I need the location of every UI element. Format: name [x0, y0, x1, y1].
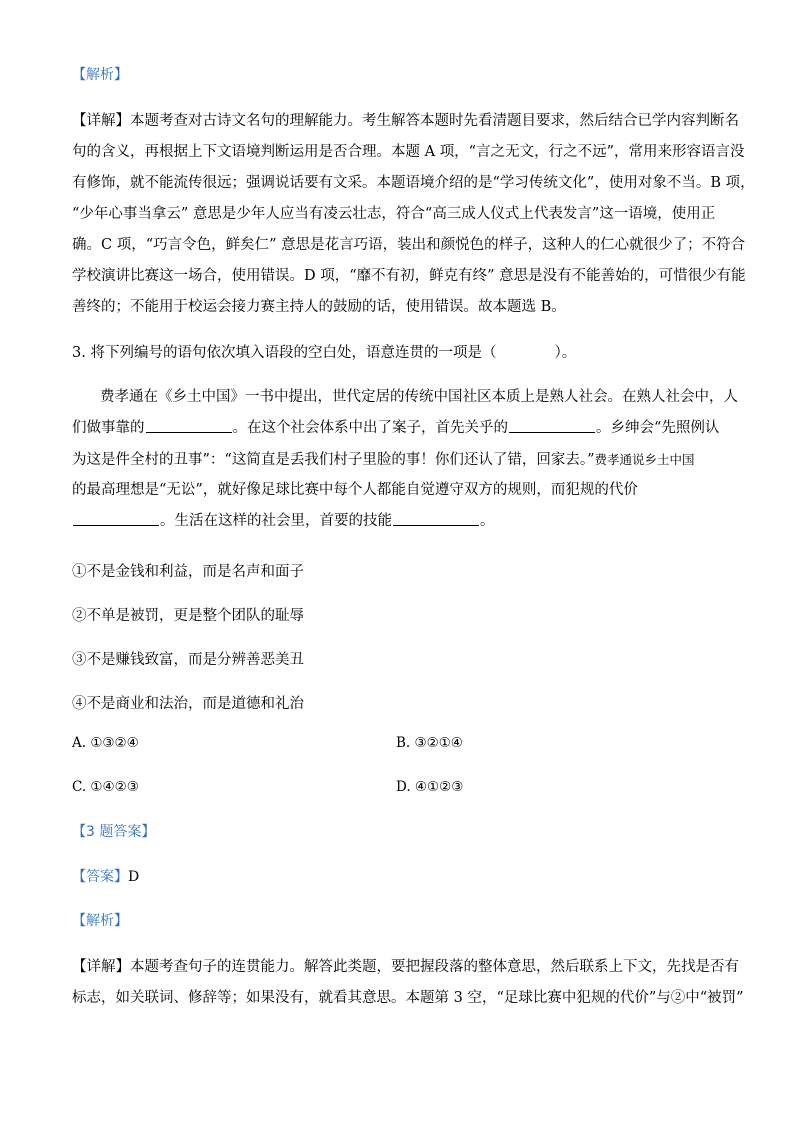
option-b: B. ③②①④ [396, 735, 463, 751]
fill-blank-2 [509, 418, 595, 433]
statement-item: ②不单是被罚，更是整个团队的耻辱 [72, 608, 304, 624]
fill-blank-3 [73, 511, 159, 526]
text-line: 善终的；不能用于校运会接力赛主持人的鼓励的话，使用错误。故本题选 B。 [72, 299, 566, 315]
statement-item: ①不是金钱和利益，而是名声和面子 [72, 564, 304, 580]
text-line: “少年心事当拿云” 意思是少年人应当有凌云壮志，符合“高三成人仪式上代表发言”这一语境，使用正 [72, 206, 716, 222]
passage-text: 为这是件全村的丑事”：“这简直是丢我们村子里脸的事！你们还认了错，回家去。” [72, 452, 595, 468]
text-line: 【详解】本题考查句子的连贯能力。解答此类题，要把握段落的整体意思，然后联系上下文，先找是否有 [72, 959, 739, 975]
passage-text: 。生活在这样的社会里，首要的技能 [160, 513, 392, 529]
question-passage [72, 382, 738, 537]
passage-text: 。在这个社会体系中出了案子，首先关乎的 [232, 420, 508, 436]
option-c: C. ①④②③ [72, 779, 139, 795]
analysis-heading-2: 【解析】 [72, 913, 128, 929]
question-stem: 3. 将下列编号的语句依次填入语段的空白处，语意连贯的一项是（ ）。 [72, 345, 577, 361]
passage-text: 。乡绅会“先照例认 [596, 420, 720, 436]
passage-line [72, 506, 732, 537]
fill-blank-1 [146, 418, 232, 433]
text-line: 学校演讲比赛这一场合，使用错误。D 项，“靡不有初，鲜克有终” 意思是没有不能善始的，可惜很少有能 [72, 268, 746, 284]
text-line: 句的含义，再根据上下文语境判断运用是否合理。本题 A 项，“言之无文，行之不远”，常用来形容语言没 [72, 144, 745, 160]
option-d: D. ④①②③ [396, 779, 464, 795]
statement-item: ③不是赚钱致富，而是分辨善恶美丑 [72, 652, 304, 668]
passage-text: 费孝通说乡土中国 [594, 452, 695, 467]
text-line: 有修饰，就不能流传很远；强调说话要有文采。本题语境介绍的是“学习传统文化”，使用对象不当。B 项， [72, 175, 755, 191]
passage-text: 。 [480, 513, 495, 529]
answer-text: 【答案】D [72, 869, 140, 885]
text-line: 【详解】本题考查对古诗文名句的理解能力。考生解答本题时先看清题目要求，然后结合已学内容判断名 [72, 113, 739, 129]
answer-heading: 【3 题答案】 [72, 824, 156, 840]
answer-detail [72, 952, 744, 1014]
passage-line [72, 413, 732, 444]
analysis-detail [72, 106, 755, 323]
answer-label [72, 862, 732, 893]
passage-text: 们做事靠的 [72, 420, 145, 436]
passage-line [72, 444, 732, 475]
option-a: A. ①③②④ [72, 735, 139, 751]
text-line: 确。C 项，“巧言令色，鲜矣仁” 意思是花言巧语，装出和颜悦色的样子，这种人的仁心就很少了；不符合 [72, 237, 746, 253]
analysis-heading: 【解析】 [72, 67, 128, 83]
passage-line: 的最高理想是“无讼”，就好像足球比赛中每个人都能自觉遵守双方的规则，而犯规的代价 [72, 482, 638, 498]
fill-blank-4 [393, 511, 479, 526]
statement-list [72, 550, 732, 726]
statement-item: ④不是商业和法治，而是道德和礼治 [72, 696, 304, 712]
passage-line: 费孝通在《乡土中国》一书中提出，世代定居的传统中国社区本质上是熟人社会。在熟人社会中，人 [100, 389, 738, 405]
text-line: 标志，如关联词、修辞等；如果没有，就看其意思。本题第 3 空，“足球比赛中犯规的代价”与②中“被罚” [72, 990, 744, 1006]
